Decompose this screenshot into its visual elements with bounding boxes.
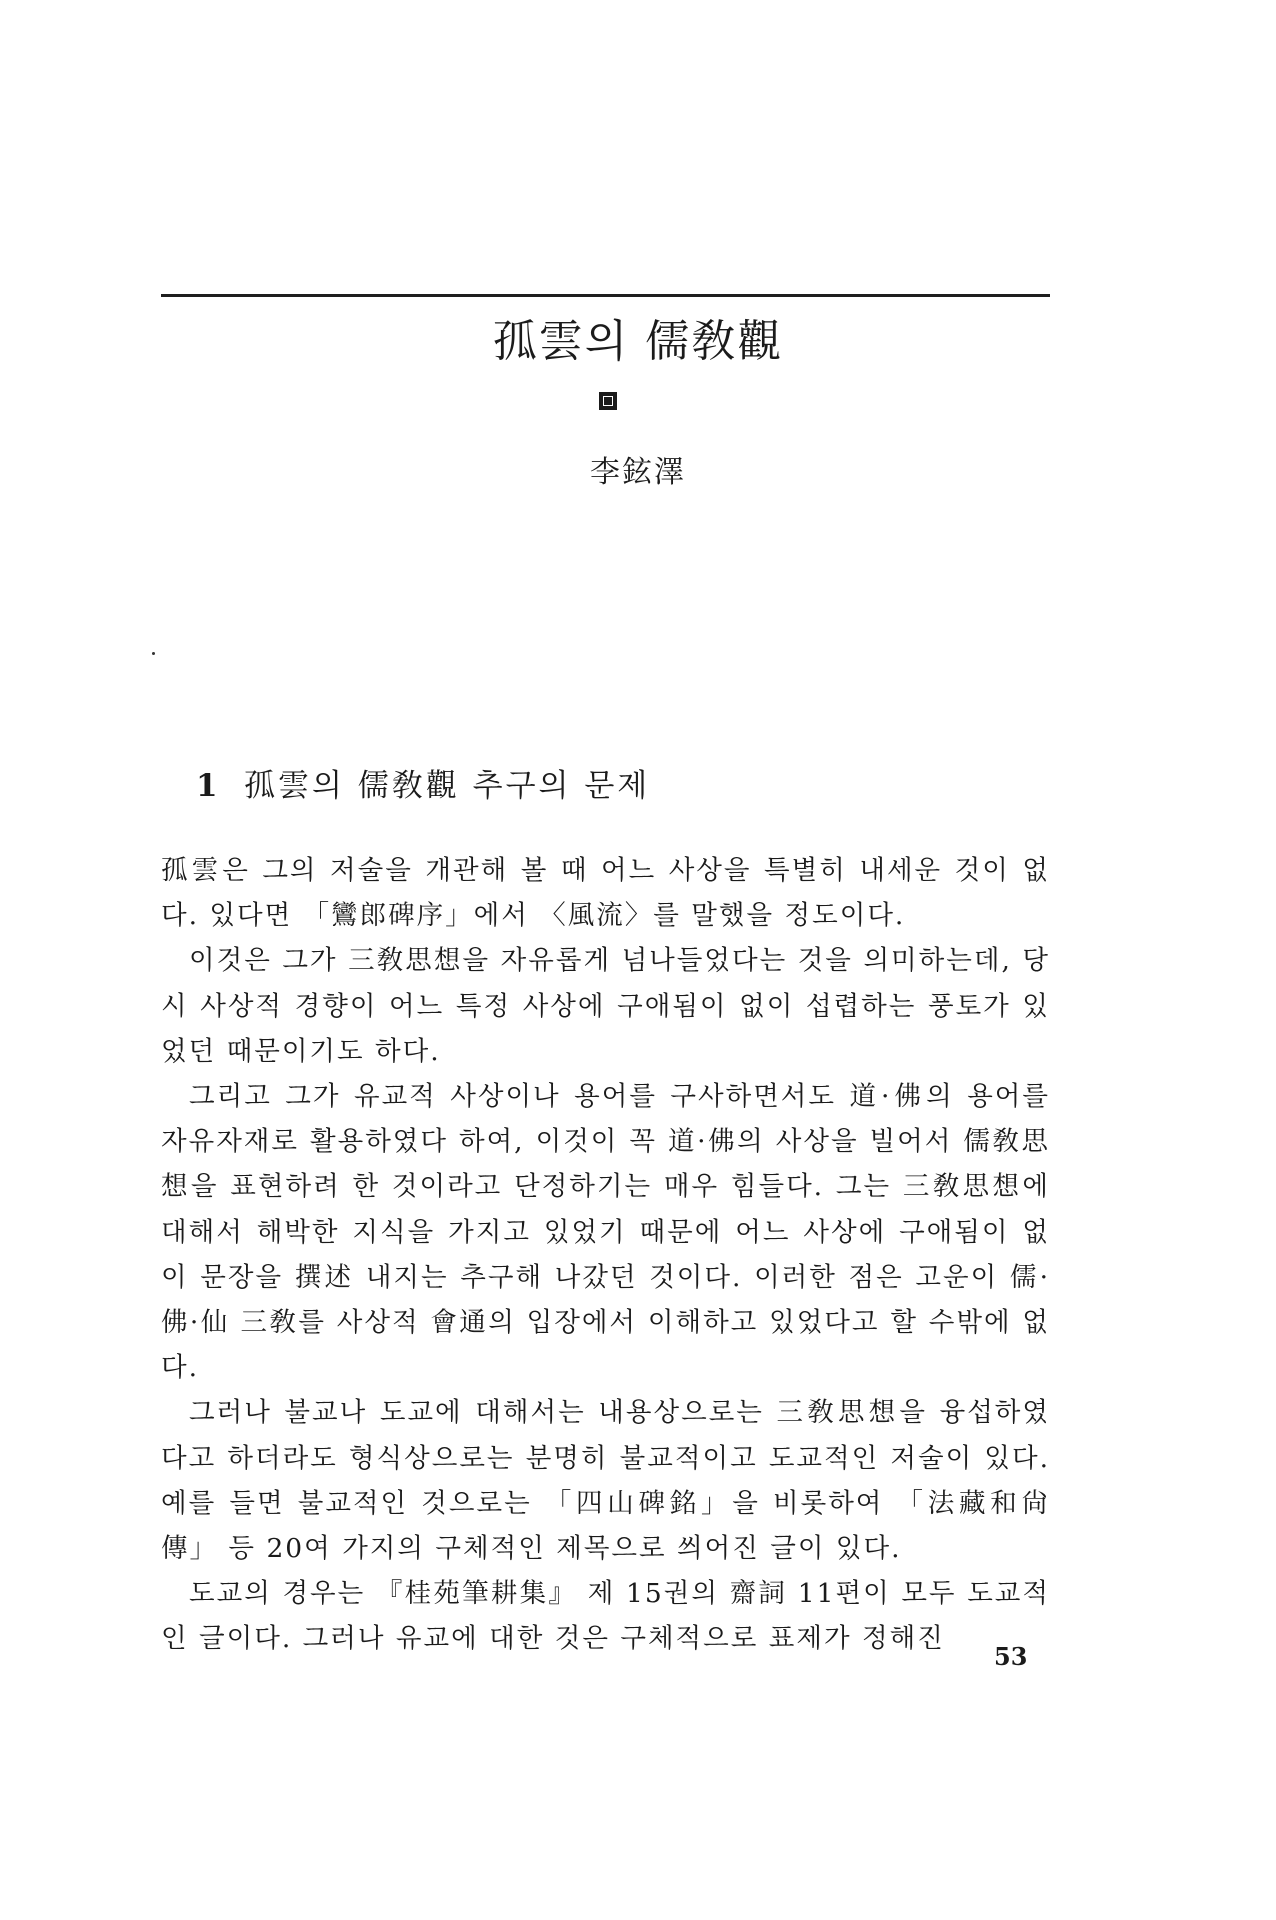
paragraph: 그리고 그가 유교적 사상이나 용어를 구사하면서도 道·佛의 용어를 자유자재로 활용하였다 하여, 이것이 꼭 道·佛의 사상을 빌어서 儒敎思想을 표현하려 한 것이라고 단정하기는 매우 힘들다. 그는 三敎思想에 대해서 해박한 지식을 가지고 있었기 때문에 어느 사상에 구애됨이 없이 문장을 撰述 내지는 추구해 나갔던 것이다. 이러한 점은 고운이 儒·佛·仙 三敎를 사상적 會通의 입장에서 이해하고 있었다고 할 수밖에 없다. [161,1081,1050,1384]
stray-dot [152,652,155,655]
section-number: 1 [196,768,221,804]
title-ornament-icon [599,392,617,410]
title-rule [161,294,1050,297]
article-title: 孤雲의 儒敎觀 [492,316,784,367]
paragraph: 그러나 불교나 도교에 대해서는 내용상으로는 三敎思想을 융섭하였다고 하더라도 형식상으로는 분명히 불교적이고 도교적인 저술이 있다. 예를 들면 불교적인 것으로는 「四山碑銘」을 비롯하여 「法藏和尙傳」 등 20여 가지의 구체적인 제목으로 씌어진 글이 있다. [161,1397,1050,1565]
article-author: 李鉉澤 [590,455,686,490]
paragraph: 孤雲은 그의 저술을 개관해 볼 때 어느 사상을 특별히 내세운 것이 없다. 있다면 「鸞郎碑序」에서 〈風流〉를 말했을 정도이다. [161,855,1050,932]
body-text [161,848,1050,1662]
page-number: 53 [994,1642,1028,1671]
section-title: 孤雲의 儒敎觀 추구의 문제 [244,768,651,804]
paragraph: 도교의 경우는 『桂苑筆耕集』 제 15권의 齋詞 11편이 모두 도교적인 글이다. 그러나 유교에 대한 것은 구체적으로 표제가 정해진 [161,1578,1050,1655]
section-heading [196,760,650,805]
paragraph: 이것은 그가 三敎思想을 자유롭게 넘나들었다는 것을 의미하는데, 당시 사상적 경향이 어느 특정 사상에 구애됨이 없이 섭렵하는 풍토가 있었던 때문이기도 하다. [161,945,1050,1067]
